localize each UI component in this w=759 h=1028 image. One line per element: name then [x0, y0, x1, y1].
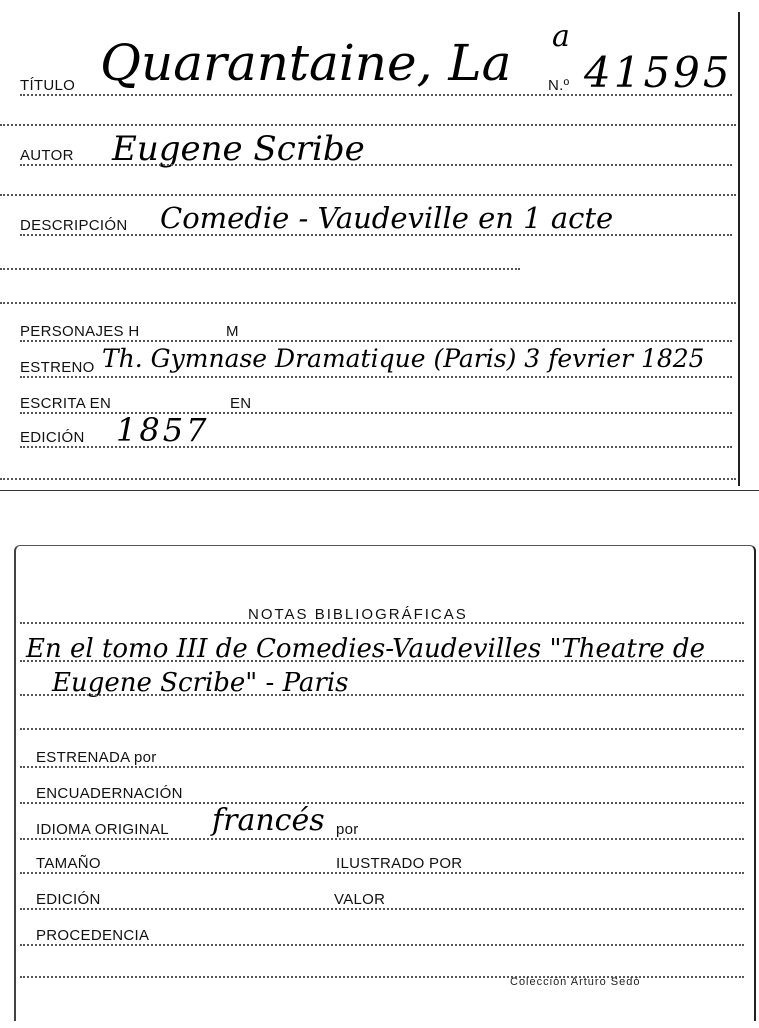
- notas-title-line: [20, 622, 744, 624]
- notas-line1-rule: [20, 660, 744, 662]
- estreno-line: [20, 376, 732, 378]
- idioma-value: francés: [212, 803, 325, 838]
- edicion-bottom-label: EDICIÓN: [36, 891, 101, 908]
- escrita-label: ESCRITA EN: [20, 395, 112, 412]
- notas-line2-rule: [20, 694, 744, 696]
- blank-line: [0, 194, 736, 196]
- autor-label: AUTOR: [20, 147, 74, 164]
- personajes-line: [20, 340, 732, 342]
- edicion-bottom-line: [20, 908, 744, 910]
- tamano-line: [20, 872, 744, 874]
- procedencia-line: [20, 944, 744, 946]
- estreno-value: Th. Gymnase Dramatique (Paris) 3 fevrier 1825: [102, 344, 705, 373]
- blank-line: [0, 478, 736, 480]
- edicion-label: EDICIÓN: [20, 429, 85, 446]
- valor-label: VALOR: [334, 891, 386, 908]
- personajes-label: PERSONAJES H: [20, 323, 140, 340]
- edicion-value: 1857: [116, 411, 210, 449]
- descripcion-label: DESCRIPCIÓN: [20, 217, 128, 234]
- procedencia-label: PROCEDENCIA: [36, 927, 150, 944]
- estreno-label: ESTRENO: [20, 359, 95, 376]
- encuadernacion-line: [20, 802, 744, 804]
- idioma-line: [20, 838, 744, 840]
- titulo-label: TÍTULO: [20, 77, 76, 94]
- card-top-bottom-edge: [0, 490, 759, 491]
- notas-title: NOTAS BIBLIOGRÁFICAS: [248, 606, 468, 623]
- collection-footer: Colección Arturo Sedó: [510, 976, 641, 988]
- autor-line: [20, 164, 732, 166]
- tamano-label: TAMAÑO: [36, 855, 101, 872]
- blank-line: [0, 302, 736, 304]
- idioma-label: IDIOMA ORIGINAL: [36, 821, 169, 838]
- escrita-en-label: EN: [230, 395, 252, 412]
- numero-label: N.º: [548, 77, 570, 94]
- descripcion-value: Comedie - Vaudeville en 1 acte: [160, 201, 614, 235]
- descripcion-line: [20, 234, 732, 236]
- blank-line: [20, 728, 744, 730]
- titulo-value: Quarantaine, La: [100, 34, 512, 92]
- estrenada-label: ESTRENADA por: [36, 749, 157, 766]
- autor-value: Eugene Scribe: [112, 129, 365, 169]
- ilustrado-label: ILUSTRADO POR: [336, 855, 463, 872]
- numero-value: 41595: [584, 48, 733, 97]
- idioma-por-label: por: [336, 821, 359, 838]
- estrenada-line: [20, 766, 744, 768]
- notas-line1: En el tomo III de Comedies-Vaudevilles "Theatre de: [26, 634, 705, 664]
- edicion-line: [20, 446, 732, 448]
- notas-line2: Eugene Scribe" - Paris: [52, 668, 349, 698]
- titulo-line: [20, 94, 732, 96]
- blank-line: [0, 124, 736, 126]
- personajes-m-label: M: [226, 323, 239, 340]
- encuadernacion-label: ENCUADERNACIÓN: [36, 785, 183, 802]
- numero-superscript: a: [552, 19, 570, 54]
- blank-line: [0, 268, 520, 270]
